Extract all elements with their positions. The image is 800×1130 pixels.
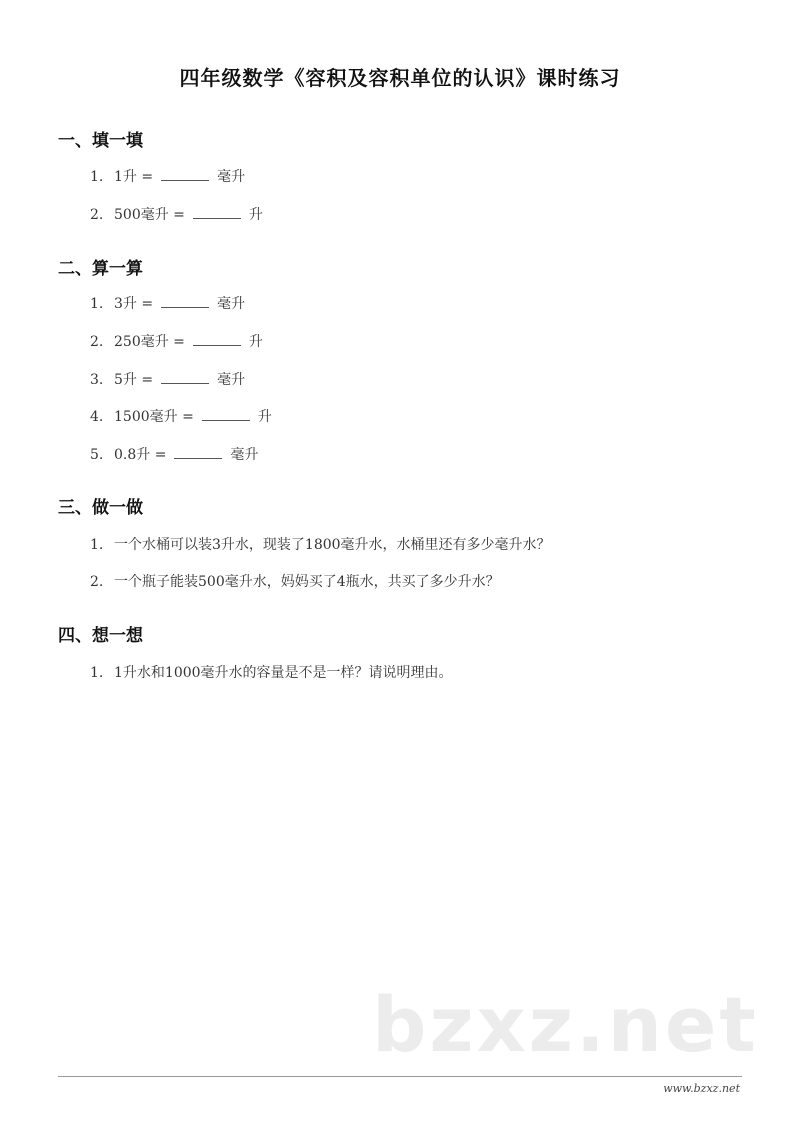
answer-blank[interactable] [202, 408, 250, 421]
question-text: 1升水和1000毫升水的容量是不是一样？请说明理由。 [114, 665, 453, 681]
answer-blank[interactable] [193, 206, 241, 219]
answer-blank[interactable] [161, 168, 209, 181]
page-title: 四年级数学《容积及容积单位的认识》课时练习 [179, 66, 621, 90]
question-prefix: 3升 = [114, 296, 154, 312]
question-item [90, 444, 258, 464]
section-heading-think: 四、想一想 [58, 626, 143, 646]
question-prefix: 500毫升 = [114, 207, 185, 223]
question-number: 4. [90, 409, 104, 425]
question-item [90, 331, 263, 351]
question-item [90, 293, 245, 313]
question-unit: 毫升 [217, 372, 246, 388]
watermark: bzxz.net [372, 980, 759, 1069]
question-number: 2. [90, 334, 104, 350]
footer-divider [58, 1076, 742, 1077]
answer-blank[interactable] [161, 295, 209, 308]
answer-blank[interactable] [161, 371, 209, 384]
question-unit: 毫升 [217, 169, 246, 185]
answer-blank[interactable] [193, 333, 241, 346]
section-heading-calculate: 二、算一算 [58, 259, 143, 279]
question-unit: 升 [248, 334, 263, 350]
question-number: 3. [90, 372, 104, 388]
question-number: 5. [90, 447, 104, 463]
question-prefix: 250毫升 = [114, 334, 185, 350]
section-heading-fill: 一、填一填 [58, 131, 143, 151]
question-number: 2. [90, 207, 104, 223]
question-item [90, 662, 453, 682]
question-prefix: 1升 = [114, 169, 154, 185]
question-item [90, 534, 551, 554]
footer-url: www.bzxz.net [663, 1082, 740, 1095]
question-text: 一个瓶子能装500毫升水，妈妈买了4瓶水，共买了多少升水？ [114, 574, 500, 590]
question-prefix: 0.8升 = [114, 447, 167, 463]
question-number: 1. [90, 296, 104, 312]
question-unit: 升 [248, 207, 263, 223]
question-item [90, 204, 263, 224]
question-unit: 毫升 [230, 447, 259, 463]
question-prefix: 5升 = [114, 372, 154, 388]
question-prefix: 1500毫升 = [114, 409, 194, 425]
section-heading-do: 三、做一做 [58, 498, 143, 518]
question-number: 1. [90, 665, 104, 681]
question-number: 1. [90, 537, 104, 553]
question-item [90, 166, 245, 186]
question-text: 一个水桶可以装3升水，现装了1800毫升水，水桶里还有多少毫升水？ [114, 537, 551, 553]
question-unit: 毫升 [217, 296, 246, 312]
question-number: 1. [90, 169, 104, 185]
question-item [90, 406, 272, 426]
question-number: 2. [90, 574, 104, 590]
question-item [90, 571, 500, 591]
question-unit: 升 [257, 409, 272, 425]
question-item [90, 369, 245, 389]
answer-blank[interactable] [174, 446, 222, 459]
